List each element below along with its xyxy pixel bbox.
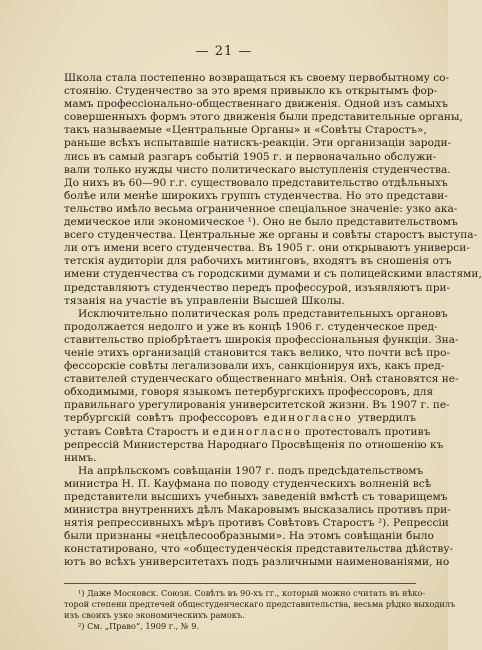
emphasized-word: единогласно: [263, 412, 353, 425]
text-line: тязанія на участіе въ управленіи Высшей Школы.: [64, 294, 345, 307]
text-line: ставительство пріобрѣтаетъ широкія профессіональныя функціи. Зна-: [64, 333, 459, 346]
text-line: уставъ Совѣта Старостъ и единогласно протестовалъ противъ: [64, 425, 431, 438]
text-line: тетскія аудиторіи для рабочихъ митинговъ, входятъ въ сношенія отъ: [64, 255, 452, 268]
text-line: такъ называемые «Центральные Органы» и «Совѣты Старостъ»,: [64, 124, 427, 137]
text-line: правильнаго урегулированія университетской жизни. Въ 1907 г. пе-: [64, 399, 450, 412]
footnotes: [64, 588, 456, 632]
text-line: совершенныхъ формъ этого движенія были представительные органы,: [64, 111, 463, 124]
text-line: обходимыми, говоря языкомъ петербургскихъ профессоровъ, для: [64, 386, 434, 399]
text-line: лись въ самый разгаръ событій 1905 г. и первоначально обслужи-: [64, 150, 437, 163]
text-line: стоянію. Студенчество за это время привыкло къ открытымъ фор-: [64, 85, 438, 98]
text-line: министра Н. П. Кауфмана по поводу студенческихъ волненій всѣ: [64, 477, 432, 490]
text-line: министра внутреннихъ дѣлъ Макаровымъ высказались противъ при-: [64, 504, 451, 517]
text-line: нимъ.: [64, 451, 97, 464]
text-line: болѣе или менѣе широкихъ группъ студенчества. Но это представи-: [64, 189, 448, 202]
page-number: — 21 —: [195, 44, 253, 59]
text-line: ставителей студенческаго общественнаго мнѣнія. Онѣ становятся не-: [64, 373, 459, 386]
text-line: На апрѣльскомъ совѣщаніи 1907 г. подъ предсѣдательствомъ: [78, 464, 424, 477]
footnote-line: ¹) Даже Московск. Союзн. Совѣтъ въ 90-хъ гг., который можно считать въ нѣко-: [78, 588, 426, 598]
footnote-line: ²) См. „Право“, 1909 г., № 9.: [78, 621, 200, 631]
text-line: констатировано, что «общестуденческія представительства дѣйству-: [64, 543, 454, 556]
text-line: были признаны «нецѣлесообразными». На этомъ совѣщаніи было: [64, 530, 434, 543]
text-line: репрессій Министерства Народнаго Просвѣщенія по отношенію къ: [64, 438, 444, 451]
text-line: Исключительно политическая роль представительныхъ органовъ: [78, 307, 448, 320]
text-line: тербургскій совѣтъ профессоровъ единогласно утвердилъ: [64, 412, 416, 425]
text-line: раньше всѣхъ испытавшіе натискъ-реакціи. Эти организаціи зароди-: [64, 137, 452, 150]
body-text: [64, 72, 482, 570]
footnote-divider: [64, 583, 416, 584]
text-line: ли отъ имени всего студенчества. Въ 1905 г. они открываютъ универси-: [64, 242, 470, 255]
text-line: нятія репрессивныхъ мѣръ противъ Совѣтовъ Старостъ ²). Репрессіи: [64, 517, 449, 530]
text-line: Школа стала постепенно возвращаться къ своему первобытному со-: [64, 72, 450, 84]
text-line: ченіе этихъ организацій становится такъ велико, что почти всѣ про-: [64, 346, 451, 359]
text-line: представляютъ студенчество передъ профессурой, изъявляютъ при-: [64, 281, 451, 294]
text-line: ютъ во всѣхъ университетахъ подъ различными наименованіями, но: [64, 556, 450, 569]
text-line: тельство имѣло весьма ограниченное спеціальное значеніе: узко ака-: [64, 202, 458, 215]
text-line: имени студенчества съ городскими думами и съ полицейскими властями,: [64, 268, 482, 281]
footnote-line: торой степени предтечей общестуденческаго представительства, весьма рѣдко выходилъ: [64, 599, 456, 609]
text-line: фессорскіе совѣты легализовали ихъ, санкціонируя ихъ, какъ пред-: [64, 360, 445, 373]
footnote-line: изъ своихъ узко экономическихъ рамокъ.: [64, 610, 245, 620]
text-line: всего студенчества. Центральные же органы и совѣты старостъ выступа-: [64, 229, 478, 242]
text-line: До нихъ въ 60—90 г.г. существовало представительство отдѣльныхъ: [64, 176, 448, 189]
text-line: продолжается недолго и уже въ концѣ 1906 г. студенческое пред-: [64, 320, 438, 333]
emphasized-word: единогласно: [212, 425, 302, 438]
text-line: демическое или экономическое ¹). Оно не было представительствомъ: [64, 216, 458, 229]
text-line: представители высшихъ учебныхъ заведеній вмѣстѣ съ товарищемъ: [64, 491, 448, 503]
text-line: вали только нужды чисто политическаго выступленія студенчества.: [64, 163, 451, 176]
text-line: мамъ профессіонально-общественнаго движенія. Одной изъ самыхъ: [64, 98, 448, 111]
